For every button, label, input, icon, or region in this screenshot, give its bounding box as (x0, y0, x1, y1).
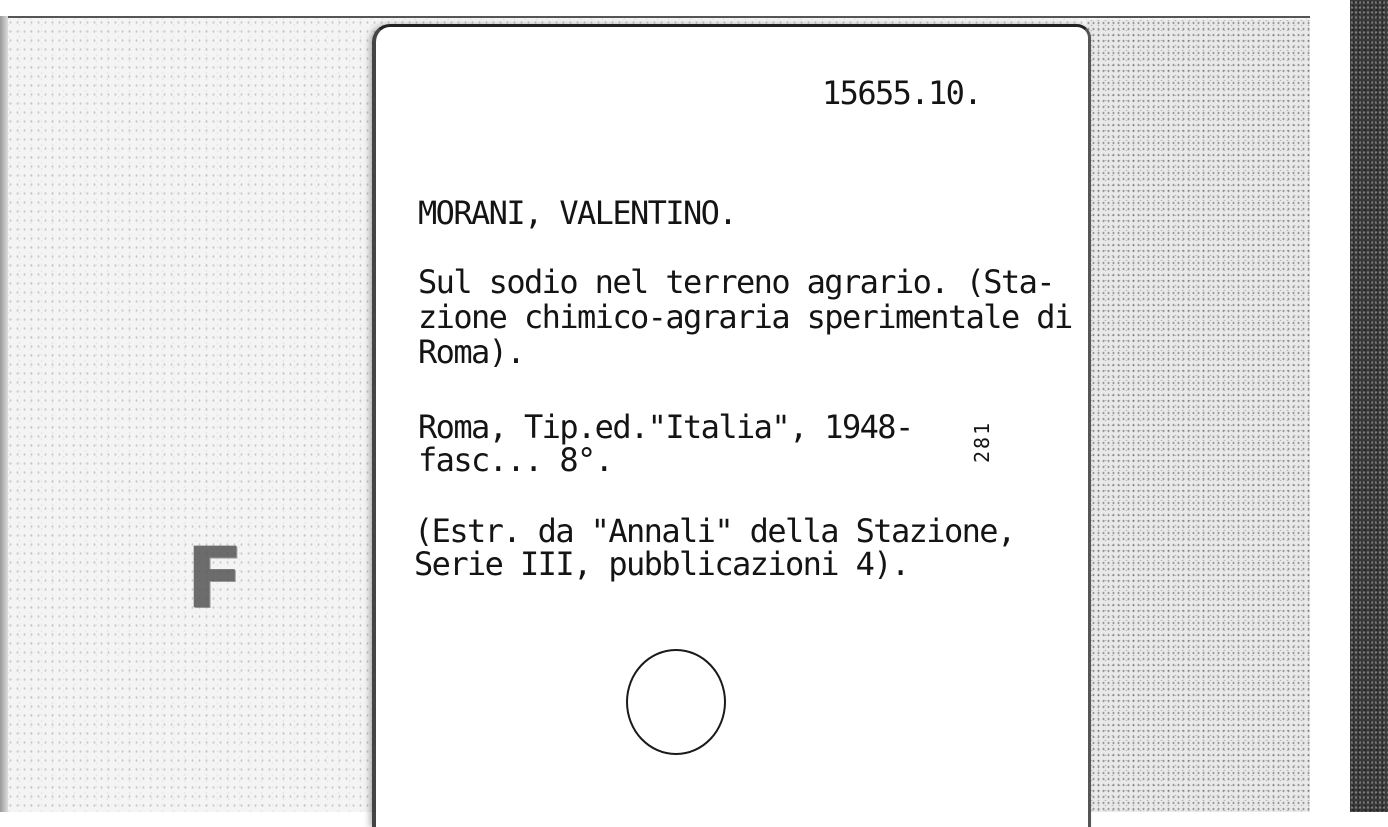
catalog-card (372, 24, 1091, 827)
author-heading: MORANI, VALENTINO. (418, 194, 736, 232)
punch-hole (626, 649, 726, 755)
adjacent-card-edge (1086, 20, 1310, 812)
drawer-side-edge (1350, 0, 1388, 812)
call-number: 15655.10. (822, 74, 981, 112)
side-number: 281 (970, 420, 994, 463)
drawer-top-edge (0, 0, 1350, 18)
left-margin (0, 16, 8, 812)
title-statement: Sul sodio nel terreno agrario. (Sta- zione chimico-agraria sperimentale di Roma). (418, 263, 1072, 371)
imprint: Roma, Tip.ed."Italia", 1948- fasc... 8°. (418, 408, 913, 479)
series-note: (Estr. da "Annali" della Stazione, Serie III, pubblicazioni 4). (414, 512, 1015, 583)
divider-tab-letter: F (186, 529, 244, 627)
drawer-gap (1310, 0, 1350, 812)
